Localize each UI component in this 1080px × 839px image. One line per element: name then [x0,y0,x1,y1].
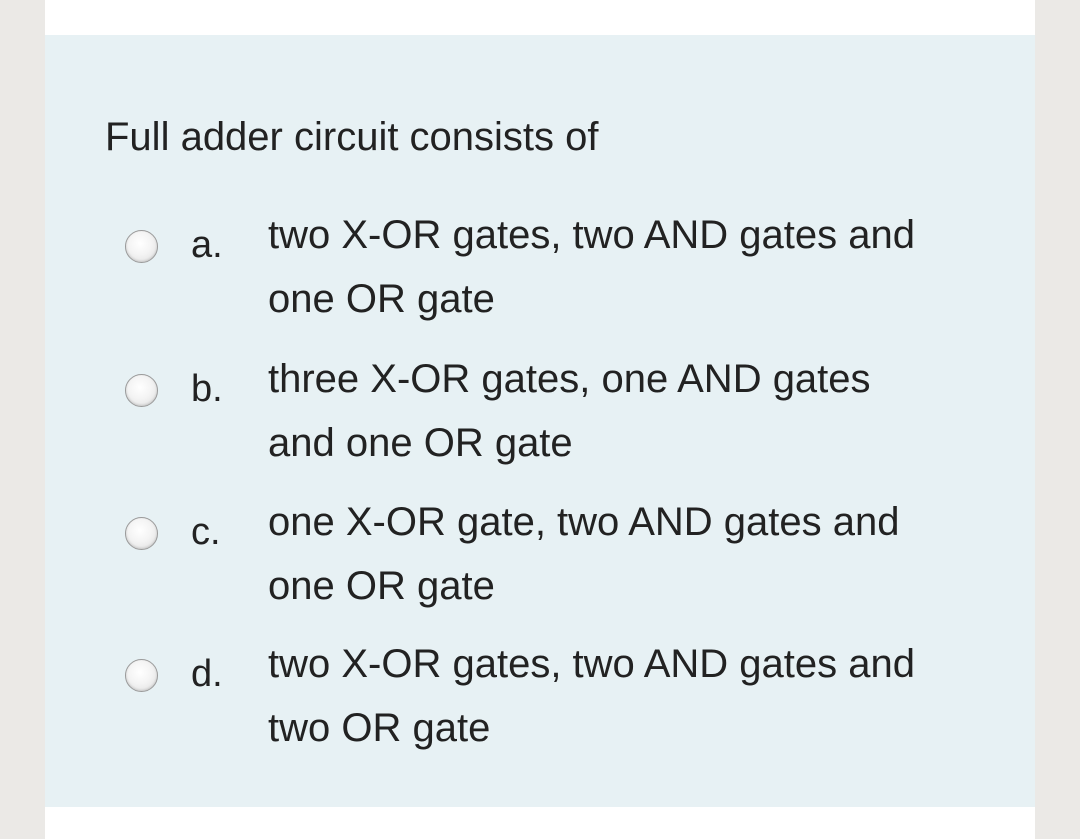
radio-button[interactable] [125,374,158,407]
option-text-line: and one OR gate [268,421,573,465]
option-text [268,347,988,475]
option-text-line: two X-OR gates, two AND gates and [268,213,915,257]
radio-button[interactable] [125,230,158,263]
option-d[interactable] [125,636,1005,766]
question-text: Full adder circuit consists of [105,115,599,159]
option-text [268,203,988,331]
option-b[interactable] [125,351,1005,481]
option-text [268,632,988,760]
option-text-line: three X-OR gates, one AND gates [268,357,871,401]
page [45,0,1035,839]
radio-button[interactable] [125,659,158,692]
option-text-line: two OR gate [268,706,491,750]
option-a[interactable] [125,207,1005,337]
option-letter: d. [191,653,223,695]
option-text-line: one OR gate [268,277,495,321]
radio-button[interactable] [125,517,158,550]
question-card [45,35,1035,807]
option-letter: a. [191,224,223,266]
option-letter: c. [191,511,221,553]
option-text-line: two X-OR gates, two AND gates and [268,642,915,686]
option-letter: b. [191,368,223,410]
option-text-line: one X-OR gate, two AND gates and [268,500,900,544]
option-c[interactable] [125,494,1005,624]
option-text-line: one OR gate [268,564,495,608]
option-text [268,490,988,618]
